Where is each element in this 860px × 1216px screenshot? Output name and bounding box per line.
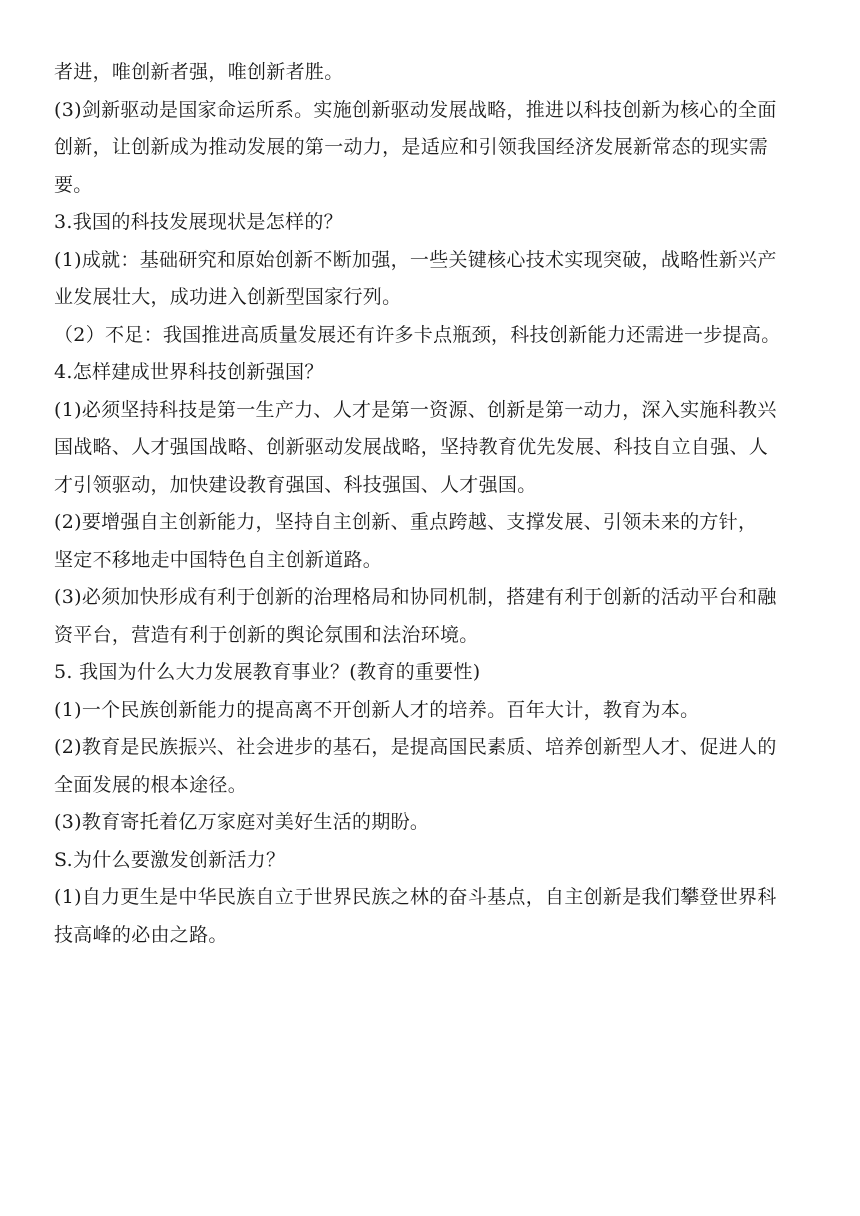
- text-line: 创新，让创新成为推动发展的第一动力，是适应和引领我国经济发展新常态的现实需: [54, 136, 769, 158]
- text-line: 全面发展的根本途径。: [54, 773, 248, 796]
- text-line: (3)必须加快形成有利于创新的治理格局和协同机制，搭建有利于创新的活动平台和融: [54, 586, 777, 608]
- text-line: 资平台，营造有利于创新的舆论氛围和法治环境。: [54, 623, 479, 646]
- text-line: (1)自力更生是中华民族自立于世界民族之林的奋斗基点，自主创新是我们攀登世界科: [54, 886, 777, 908]
- section-heading: S.为什么要激发创新活力？: [54, 848, 286, 871]
- text-line: (2)教育是民族振兴、社会进步的基石，是提高国民素质、培养创新型人才、促进人的: [54, 736, 777, 758]
- text-line: 要。: [54, 173, 93, 196]
- text-line: 才引领驱动，加快建设教育强国、科技强国、人才强国。: [54, 473, 537, 496]
- text-line: (2)要增强自主创新能力，坚持自主创新、重点跨越、支撑发展、引领未来的方针，: [54, 511, 758, 533]
- document-body: [54, 54, 810, 954]
- text-line: (1)一个民族创新能力的提高离不开创新人才的培养。百年大计，教育为本。: [54, 698, 700, 721]
- text-line: (1)必须坚持科技是第一生产力、人才是第一资源、创新是第一动力，深入实施科教兴: [54, 398, 777, 421]
- section-heading: 5. 我国为什么大力发展教育事业？(教育的重要性): [54, 661, 481, 683]
- text-line: (3)剑新驱动是国家命运所系。实施创新驱动发展战略，推进以科技创新为核心的全面: [54, 98, 777, 121]
- text-line: (1)成就：基础研究和原始创新不断加强，一些关键核心技术实现突破，战略性新兴产: [54, 248, 777, 271]
- text-line: 坚定不移地走中国特色自主创新道路。: [54, 548, 383, 571]
- text-line: （2）不足：我国推进高质量发展还有许多卡点瓶颈，科技创新能力还需进一步提高。: [54, 323, 781, 346]
- section-heading: 4.怎样建成世界科技创新强国？: [54, 361, 324, 383]
- text-line: 国战略、人才强国战略、创新驱动发展战略，坚持教育优先发展、科技自立自强、人: [54, 436, 769, 458]
- text-line: (3)教育寄托着亿万家庭对美好生活的期盼。: [54, 811, 430, 833]
- text-line: 者进，唯创新者强，唯创新者胜。: [54, 61, 344, 83]
- section-heading: 3.我国的科技发展现状是怎样的？: [54, 211, 343, 233]
- text-line: 业发展壮大，成功进入创新型国家行列。: [54, 286, 402, 308]
- text-line: 技高峰的必由之路。: [54, 923, 228, 946]
